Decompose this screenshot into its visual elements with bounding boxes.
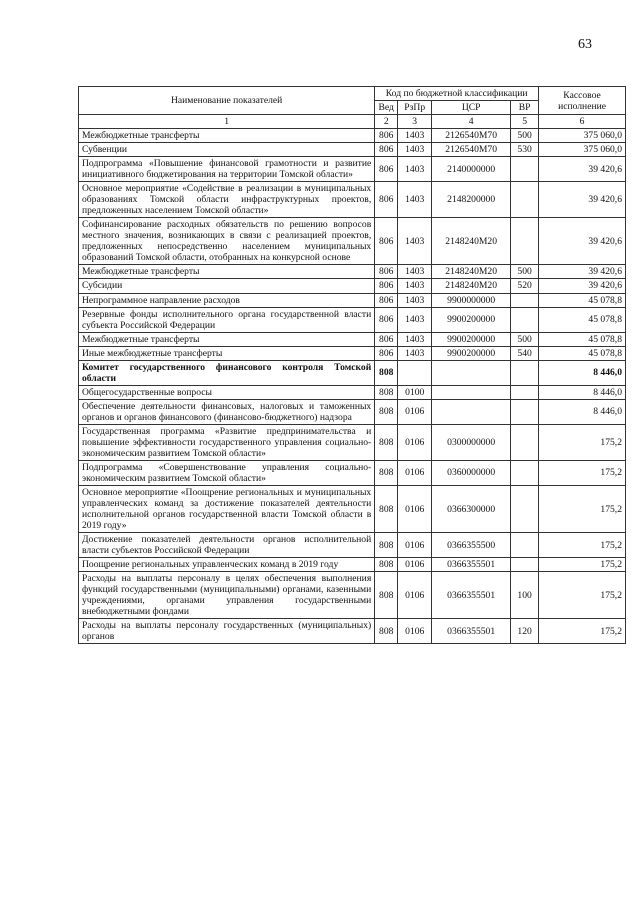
row-amount: 8 446,0	[539, 399, 626, 424]
row-name: Подпрограмма «Совершенствование управления социально-экономическим развитием Томской области»	[79, 460, 375, 485]
row-rzpr: 1403	[398, 293, 432, 307]
table-row	[79, 182, 626, 218]
column-number: 5	[511, 115, 539, 129]
row-vr: 100	[511, 572, 539, 619]
header-ved: Вед	[375, 101, 398, 115]
table-row	[79, 129, 626, 143]
row-vr	[511, 385, 539, 399]
row-ved: 806	[375, 346, 398, 360]
row-rzpr: 1403	[398, 265, 432, 279]
row-csr: 2126540М70	[432, 129, 511, 143]
row-amount: 39 420,6	[539, 157, 626, 182]
row-csr: 0366300000	[432, 485, 511, 532]
row-rzpr: 1403	[398, 129, 432, 143]
row-csr: 9900200000	[432, 332, 511, 346]
row-vr	[511, 360, 539, 385]
row-ved: 806	[375, 218, 398, 265]
header-name: Наименование показателей	[79, 87, 375, 115]
row-amount: 8 446,0	[539, 385, 626, 399]
row-name: Расходы на выплаты персоналу государственных (муниципальных) органов	[79, 619, 375, 644]
row-ved: 806	[375, 293, 398, 307]
table-row	[79, 558, 626, 572]
row-amount: 175,2	[539, 460, 626, 485]
row-amount: 175,2	[539, 558, 626, 572]
column-number: 6	[539, 115, 626, 129]
row-vr	[511, 399, 539, 424]
table-body	[79, 129, 626, 644]
row-vr: 500	[511, 265, 539, 279]
row-rzpr: 1403	[398, 157, 432, 182]
row-vr	[511, 485, 539, 532]
row-csr: 0300000000	[432, 424, 511, 460]
row-name: Субсидии	[79, 279, 375, 293]
row-rzpr	[398, 360, 432, 385]
row-rzpr: 0106	[398, 399, 432, 424]
row-vr	[511, 424, 539, 460]
row-csr: 0366355501	[432, 619, 511, 644]
row-rzpr: 0106	[398, 460, 432, 485]
row-rzpr: 1403	[398, 218, 432, 265]
table-row	[79, 360, 626, 385]
row-name: Субвенции	[79, 143, 375, 157]
row-vr: 500	[511, 129, 539, 143]
row-amount: 8 446,0	[539, 360, 626, 385]
page-number: 63	[578, 37, 592, 52]
column-number: 3	[398, 115, 432, 129]
row-amount: 375 060,0	[539, 129, 626, 143]
row-vr	[511, 157, 539, 182]
row-ved: 808	[375, 558, 398, 572]
row-ved: 806	[375, 129, 398, 143]
row-ved: 806	[375, 332, 398, 346]
header-vr: ВР	[511, 101, 539, 115]
row-name: Общегосударственные вопросы	[79, 385, 375, 399]
row-csr: 2148240М20	[432, 218, 511, 265]
row-vr	[511, 182, 539, 218]
row-amount: 39 420,6	[539, 218, 626, 265]
table-row	[79, 399, 626, 424]
row-name: Межбюджетные трансферты	[79, 265, 375, 279]
row-name: Обеспечение деятельности финансовых, налоговых и таможенных органов и органов финансового (финансово-бюджетного) надзора	[79, 399, 375, 424]
row-ved: 808	[375, 385, 398, 399]
row-csr: 0366355501	[432, 572, 511, 619]
row-rzpr: 1403	[398, 143, 432, 157]
row-vr	[511, 218, 539, 265]
column-number: 2	[375, 115, 398, 129]
row-rzpr: 0106	[398, 572, 432, 619]
row-name: Иные межбюджетные трансферты	[79, 346, 375, 360]
row-ved: 806	[375, 157, 398, 182]
row-ved: 808	[375, 619, 398, 644]
table-row	[79, 293, 626, 307]
row-csr: 9900200000	[432, 346, 511, 360]
row-ved: 808	[375, 533, 398, 558]
header-code-group: Код по бюджетной классификации	[375, 87, 539, 101]
row-vr	[511, 533, 539, 558]
row-amount: 45 078,8	[539, 332, 626, 346]
row-name: Достижение показателей деятельности органов исполнительной власти субъектов Российской Федерации	[79, 533, 375, 558]
header-execution: Кассовое исполнение	[539, 87, 626, 115]
row-ved: 808	[375, 399, 398, 424]
row-name: Основное мероприятие «Поощрение региональных и муниципальных управленческих команд за достижение показателей деятельности исполнительной органов государственной власти Томской области в 2019 году»	[79, 485, 375, 532]
row-amount: 39 420,6	[539, 279, 626, 293]
row-amount: 39 420,6	[539, 182, 626, 218]
row-amount: 45 078,8	[539, 293, 626, 307]
row-rzpr: 1403	[398, 332, 432, 346]
row-csr: 0366355501	[432, 558, 511, 572]
row-amount: 375 060,0	[539, 143, 626, 157]
table-row	[79, 307, 626, 332]
table-row	[79, 332, 626, 346]
row-csr: 0360000000	[432, 460, 511, 485]
table-row	[79, 157, 626, 182]
row-ved: 808	[375, 572, 398, 619]
row-name: Поощрение региональных управленческих команд в 2019 году	[79, 558, 375, 572]
row-amount: 175,2	[539, 619, 626, 644]
row-ved: 808	[375, 460, 398, 485]
row-vr: 120	[511, 619, 539, 644]
table-row	[79, 619, 626, 644]
row-rzpr: 0106	[398, 485, 432, 532]
row-name: Комитет государственного финансового контроля Томской области	[79, 360, 375, 385]
row-csr	[432, 399, 511, 424]
row-ved: 808	[375, 424, 398, 460]
row-name: Государственная программа «Развитие предпринимательства и повышение эффективности государственного управления социально-экономическим развитием Томской области»	[79, 424, 375, 460]
row-rzpr: 1403	[398, 346, 432, 360]
table-row	[79, 143, 626, 157]
row-rzpr: 0106	[398, 619, 432, 644]
row-rzpr: 0106	[398, 424, 432, 460]
header-csr: ЦСР	[432, 101, 511, 115]
row-amount: 45 078,8	[539, 307, 626, 332]
row-vr: 520	[511, 279, 539, 293]
row-vr: 530	[511, 143, 539, 157]
row-csr: 2148200000	[432, 182, 511, 218]
row-ved: 808	[375, 485, 398, 532]
row-amount: 175,2	[539, 424, 626, 460]
row-csr: 2140000000	[432, 157, 511, 182]
row-csr: 2148240М20	[432, 265, 511, 279]
budget-execution-table	[78, 86, 626, 644]
table-row	[79, 265, 626, 279]
row-name: Расходы на выплаты персоналу в целях обеспечения выполнения функций государственными (муниципальными) органами, казенными учреждениями, органами управления государственными внебюджетными фондами	[79, 572, 375, 619]
row-vr: 540	[511, 346, 539, 360]
row-name: Непрограммное направление расходов	[79, 293, 375, 307]
row-amount: 39 420,6	[539, 265, 626, 279]
row-name: Резервные фонды исполнительного органа государственной власти субъекта Российской Федерации	[79, 307, 375, 332]
table-row	[79, 424, 626, 460]
row-rzpr: 1403	[398, 182, 432, 218]
row-name: Межбюджетные трансферты	[79, 332, 375, 346]
row-csr: 9900000000	[432, 293, 511, 307]
row-csr: 2126540М70	[432, 143, 511, 157]
row-vr	[511, 293, 539, 307]
column-number: 1	[79, 115, 375, 129]
row-name: Софинансирование расходных обязательств по решению вопросов местного значения, возникающих в связи с реализацией проектов, предложенных непосредственно населением муниципальных образований Томской области, отобранных на конкурсной основе	[79, 218, 375, 265]
table-row	[79, 218, 626, 265]
row-vr	[511, 558, 539, 572]
row-rzpr: 0106	[398, 558, 432, 572]
row-ved: 806	[375, 182, 398, 218]
row-csr: 2148240М20	[432, 279, 511, 293]
row-csr	[432, 360, 511, 385]
row-ved: 806	[375, 143, 398, 157]
row-rzpr: 0100	[398, 385, 432, 399]
row-ved: 806	[375, 307, 398, 332]
table-row	[79, 572, 626, 619]
row-amount: 45 078,8	[539, 346, 626, 360]
table-row	[79, 460, 626, 485]
row-ved: 806	[375, 265, 398, 279]
row-csr	[432, 385, 511, 399]
header-rzpr: РзПр	[398, 101, 432, 115]
row-rzpr: 1403	[398, 307, 432, 332]
row-ved: 808	[375, 360, 398, 385]
row-amount: 175,2	[539, 572, 626, 619]
column-number: 4	[432, 115, 511, 129]
row-name: Основное мероприятие «Содействие в реализации в муниципальных образованиях Томской области инфраструктурных проектов, предложенных населением Томской области»	[79, 182, 375, 218]
row-amount: 175,2	[539, 485, 626, 532]
row-vr	[511, 307, 539, 332]
row-ved: 806	[375, 279, 398, 293]
row-rzpr: 0106	[398, 533, 432, 558]
row-vr: 500	[511, 332, 539, 346]
row-csr: 9900200000	[432, 307, 511, 332]
row-rzpr: 1403	[398, 279, 432, 293]
table-row	[79, 279, 626, 293]
row-amount: 175,2	[539, 533, 626, 558]
table-row	[79, 385, 626, 399]
table-row	[79, 533, 626, 558]
row-name: Подпрограмма «Повышение финансовой грамотности и развитие инициативного бюджетирования на территории Томской области»	[79, 157, 375, 182]
table-row	[79, 346, 626, 360]
row-name: Межбюджетные трансферты	[79, 129, 375, 143]
row-vr	[511, 460, 539, 485]
row-csr: 0366355500	[432, 533, 511, 558]
table-row	[79, 485, 626, 532]
